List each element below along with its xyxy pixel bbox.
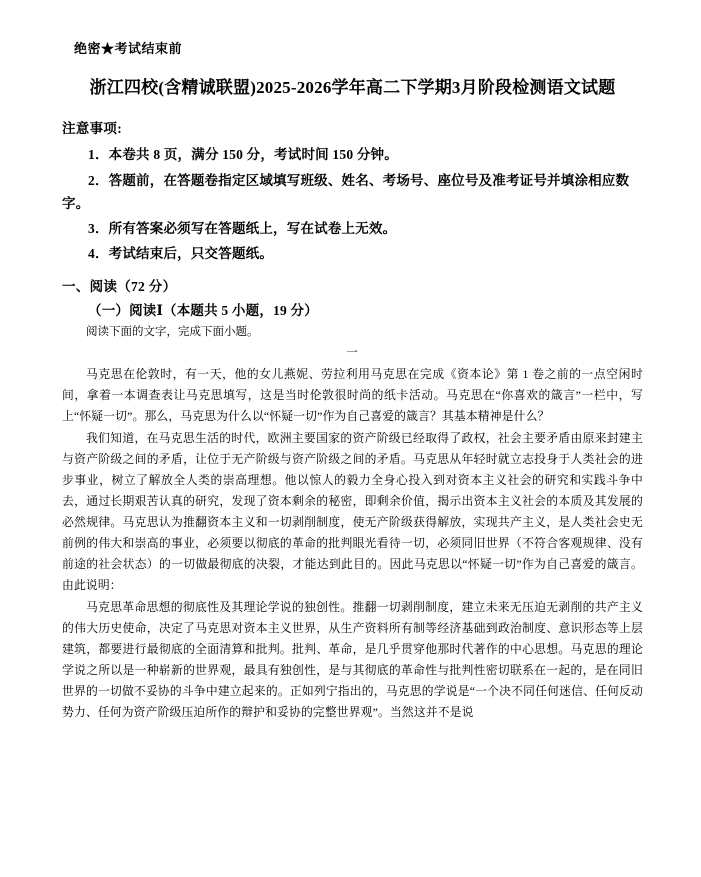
passage-paragraph: 马克思革命思想的彻底性及其理论学说的独创性。推翻一切剥削制度，建立未来无压迫无剥削的共产主义的伟大历史使命，决定了马克思对资本主义世界，从生产资料所有制等经济基础到政治制度、意识形态等上层建筑，都要进行最彻底的全面清算和批判。批判、革命，是几乎贯穿他那时代著作的中心思想。马克思的理论学说之所以是一种崭新的世界观，最具有独创性，是与其彻底的革命性与批判性密切联系在一起的，是在同旧世界的一切做不妥协的斗争中建立起来的。正如列宁指出的，马克思的学说是“一个决不同任何迷信、任何反动势力、任何为资产阶级压迫所作的辩护和妥协的完整世界观”。当然这并不是说	[62, 600, 643, 719]
subsection-heading: （一）阅读Ⅰ（本题共 5 小题，19 分）	[88, 303, 318, 319]
passage-number: 一	[346, 346, 359, 359]
notice-item: 4．考试结束后，只交答题纸。	[88, 246, 274, 262]
passage-paragraph: 马克思在伦敦时，有一天，他的女儿燕妮、劳拉利用马克思在完成《资本论》第 1 卷之前的一点空闲时间，拿着一本调查表让马克思填写，这是当时伦敦很时尚的纸卡活动。马克思在“你喜欢的箴言”一栏中，写上“怀疑一切”。那么，马克思为什么以“怀疑一切”作为自己喜爱的箴言？其基本精神是什么？	[62, 367, 643, 424]
notice-heading: 注意事项:	[62, 121, 122, 137]
reading-instruction: 阅读下面的文字，完成下面小题。	[86, 326, 259, 339]
secret-label: 绝密★考试结束前	[74, 41, 183, 56]
passage-paragraph: 我们知道，在马克思生活的时代，欧洲主要国家的资产阶级已经取得了政权，社会主要矛盾由原来封建主与资产阶级之间的矛盾，让位于无产阶级与资产阶级之间的矛盾。马克思从年轻时就立志投身于人类社会的进步事业，树立了解放全人类的崇高理想。他以惊人的毅力全身心投入到对资本主义社会的研究和实践斗争中去，通过长期艰苦认真的研究，发现了资本剩余的秘密，即剩余价值，揭示出资本主义社会的本质及其发展的必然规律。马克思认为推翻资本主义和一切剥削制度，使无产阶级获得解放，实现共产主义，是人类社会史无前例的伟大和崇高的事业，必须要以彻底的革命的批判眼光看待一切，必须同旧世界（不符合客观规律、没有前途的社会状态）的一切做最彻底的决裂，才能达到此目的。因此马克思以“怀疑一切”作为自己喜爱的箴言。由此说明：	[62, 431, 643, 593]
page-title: 浙江四校(含精诚联盟)2025-2026学年高二下学期3月阶段检测语文试题	[89, 78, 616, 97]
section-heading: 一、阅读（72 分）	[62, 279, 177, 295]
notice-item: 2．答题前，在答题卷指定区域填写班级、姓名、考场号、座位号及准考证号并填涂相应数字。	[62, 172, 630, 211]
notice-item: 3．所有答案必须写在答题纸上，写在试卷上无效。	[88, 221, 397, 236]
notice-item: 1．本卷共 8 页，满分 150 分，考试时间 150 分钟。	[88, 147, 398, 163]
